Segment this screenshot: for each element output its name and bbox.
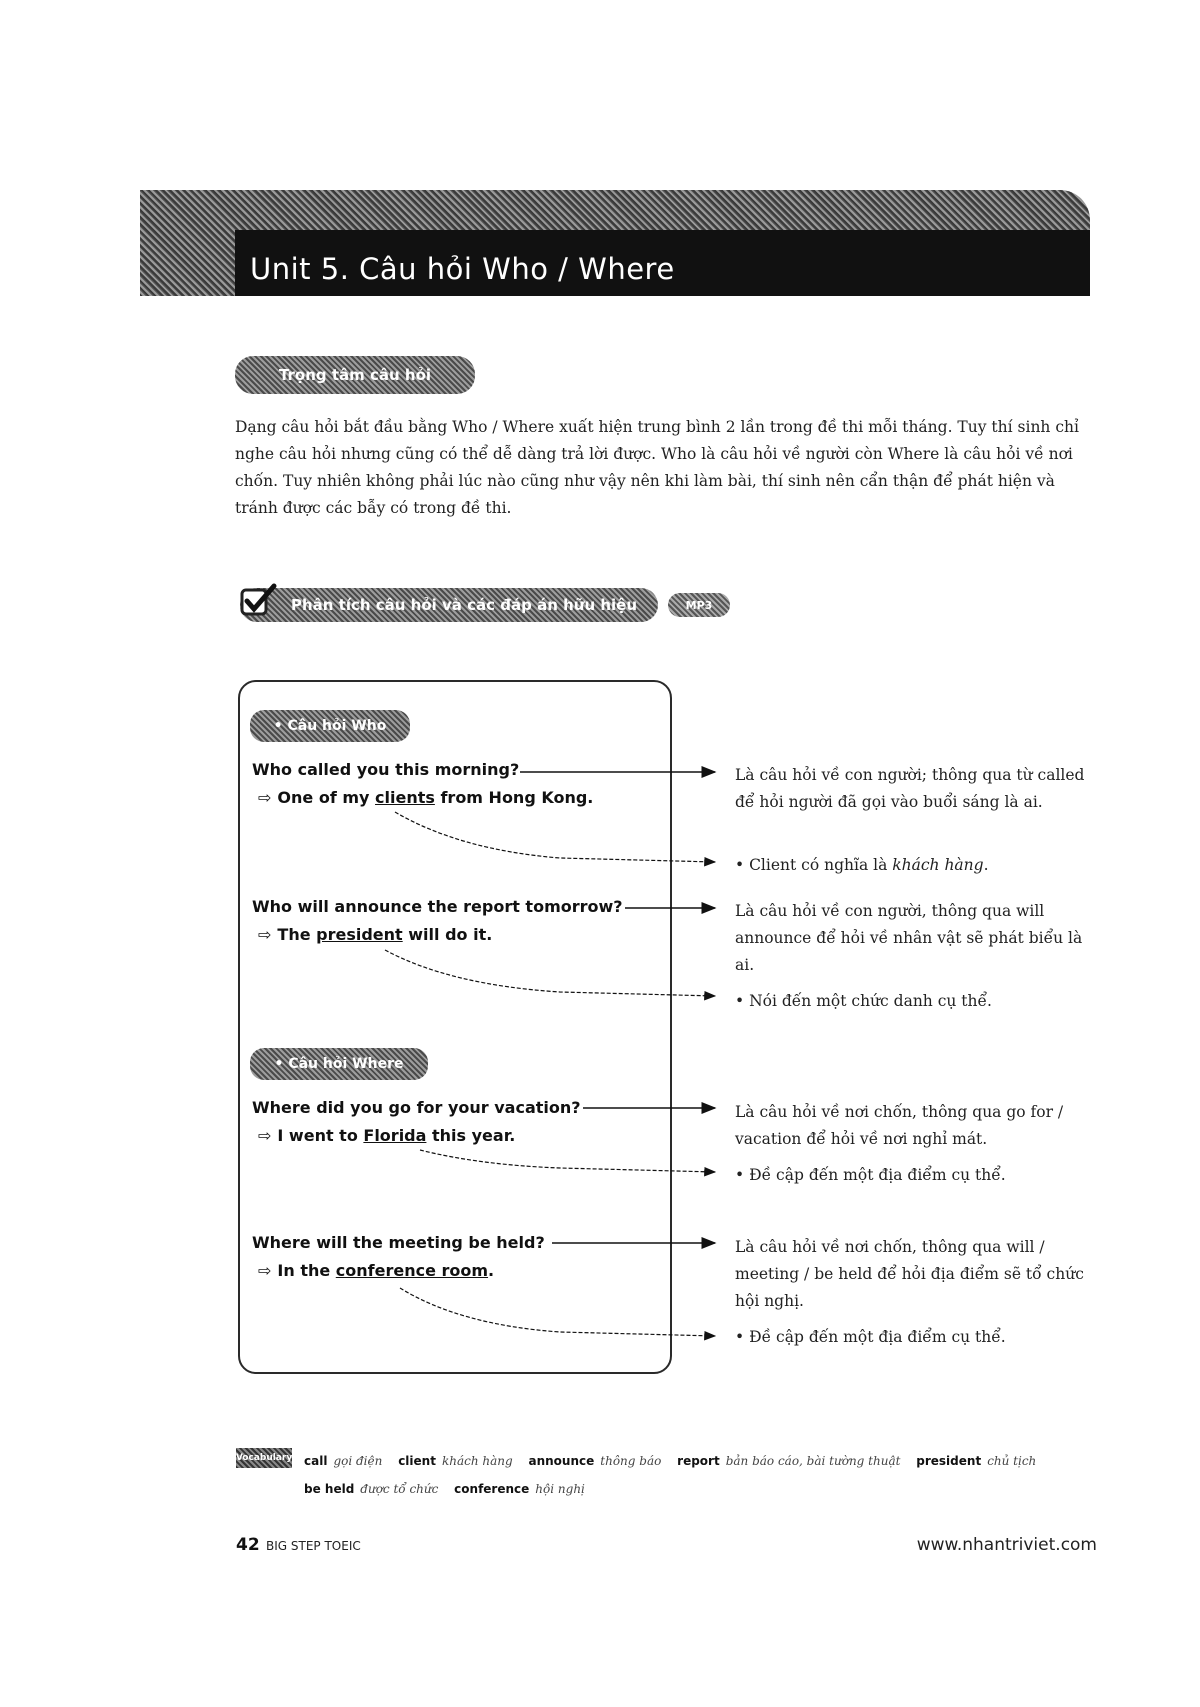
vocab-en: client: [398, 1454, 436, 1468]
vocabulary-list: [304, 1447, 1084, 1503]
note-1: Là câu hỏi về con người; thông qua từ called để hỏi người đã gọi vào buổi sáng là ai.: [735, 766, 1085, 811]
question-4: Where will the meeting be held?: [252, 1233, 545, 1252]
note-4: Là câu hỏi về nơi chốn, thông qua will / meeting / be held để hỏi địa điểm sẽ tổ chức hội nghị.: [735, 1238, 1084, 1310]
vocabulary-row-1: [304, 1447, 1084, 1475]
vocab-vi: chủ tịch: [987, 1454, 1037, 1468]
unit-title: Unit 5. Câu hỏi Who / Where: [250, 252, 675, 286]
note-3: Là câu hỏi về nơi chốn, thông qua go for / vacation để hỏi về nơi nghỉ mát.: [735, 1103, 1064, 1148]
answer-4-pre: In the: [277, 1261, 336, 1280]
answer-1-post: from Hong Kong.: [434, 788, 594, 807]
mp3-badge: MP3: [668, 593, 730, 617]
section-pill-focus: Trọng tâm câu hỏi: [235, 356, 475, 394]
vocab-vi: thông báo: [600, 1454, 662, 1468]
vocab-en: announce: [528, 1454, 595, 1468]
vocab-vi: gọi điện: [333, 1454, 383, 1468]
answer-4-post: .: [488, 1261, 495, 1280]
vocab-en: president: [916, 1454, 982, 1468]
note-1b-post: .: [983, 856, 989, 874]
intro-paragraph: Dạng câu hỏi bắt đầu bằng Who / Where xuất hiện trung bình 2 lần trong đề thi mỗi tháng. Tuy thí sinh chỉ nghe câu hỏi nhưng cũng có thể dễ dàng trả lời được. Who là câu hỏi về người còn Where là câu hỏi về nơi chốn. Tuy nhiên không phải lúc nào cũng như vậy nên khi làm bài, thí sinh nên cẩn thận để phát hiện và tránh được các bẫy có trong đề thi.: [235, 418, 1079, 517]
answer-arrow-icon: ⇨: [258, 925, 272, 944]
connector-answer-2: [385, 950, 715, 996]
answer-3-pre: I went to: [277, 1126, 364, 1145]
answer-2-pre: The: [277, 925, 317, 944]
vocab-en: be held: [304, 1482, 355, 1496]
question-2: Who will announce the report tomorrow?: [252, 897, 623, 916]
answer-1-keyword: clients: [375, 788, 435, 807]
vocab-en: conference: [454, 1482, 530, 1496]
note-1b-pre: • Client có nghĩa là: [735, 856, 893, 874]
question-3: Where did you go for your vacation?: [252, 1098, 581, 1117]
note-2: Là câu hỏi về con người, thông qua will announce để hỏi về nhân vật sẽ phát biểu là ai.: [735, 902, 1083, 974]
note-2b-pre: • Nói đến một chức danh cụ thể.: [735, 992, 992, 1010]
vocabulary-row-2: [304, 1475, 1084, 1503]
page-number: 42: [236, 1535, 260, 1555]
connector-answer-4: [400, 1288, 715, 1336]
vocab-en: call: [304, 1454, 328, 1468]
answer-2-keyword: president: [316, 925, 403, 944]
who-tag: • Câu hỏi Who: [250, 710, 410, 742]
answer-3-keyword: Florida: [363, 1126, 427, 1145]
answer-4-keyword: conference room: [335, 1261, 489, 1280]
publisher-url: www.nhantriviet.com: [916, 1535, 1097, 1555]
connector-answer-1: [395, 812, 715, 862]
book-title: BIG STEP TOEIC: [266, 1539, 361, 1553]
vocabulary-label: Vocabulary: [236, 1448, 292, 1468]
note-3b-pre: • Đề cập đến một địa điểm cụ thể.: [735, 1166, 1006, 1184]
answer-arrow-icon: ⇨: [258, 1261, 272, 1280]
vocab-vi: hội nghị: [535, 1482, 585, 1496]
answer-1-pre: One of my: [277, 788, 376, 807]
section-pill-analysis-label: Phân tích câu hỏi và các đáp án hữu hiệu: [290, 596, 638, 614]
vocab-vi: bản báo cáo, bài tường thuật: [725, 1454, 901, 1468]
connector-answer-3: [420, 1150, 715, 1172]
answer-3-post: this year.: [426, 1126, 516, 1145]
answer-2-post: will do it.: [402, 925, 493, 944]
question-1: Who called you this morning?: [252, 760, 520, 779]
note-1b-em: khách hàng: [892, 856, 984, 874]
answer-arrow-icon: ⇨: [258, 788, 272, 807]
where-tag: • Câu hỏi Where: [250, 1048, 428, 1080]
answer-arrow-icon: ⇨: [258, 1126, 272, 1145]
note-4b-pre: • Đề cập đến một địa điểm cụ thể.: [735, 1328, 1006, 1346]
vocab-vi: được tổ chức: [360, 1482, 439, 1496]
vocab-vi: khách hàng: [441, 1454, 513, 1468]
vocab-en: report: [677, 1454, 720, 1468]
